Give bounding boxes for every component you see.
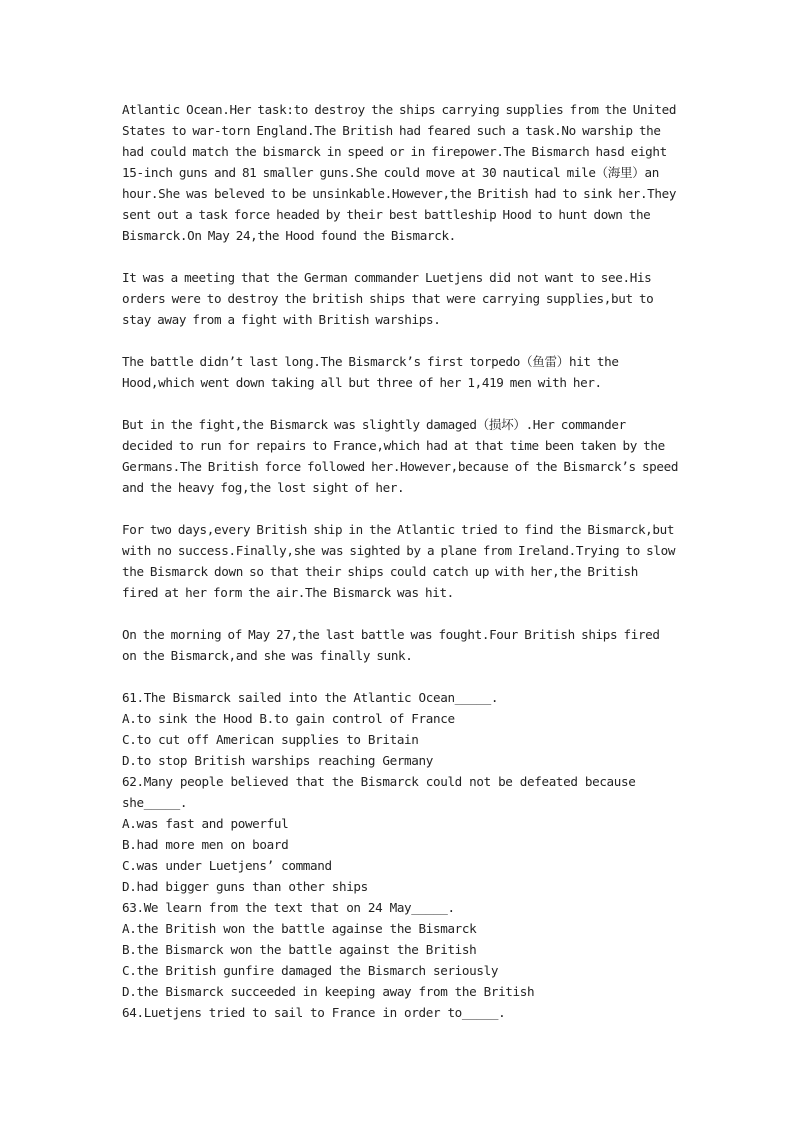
passage-line: sent out a task force headed by their best battleship Hood to hunt down the [122,207,651,222]
question-stem: 64.Luetjens tried to sail to France in order to_____. [122,1005,506,1020]
passage-paragraph [122,351,682,393]
passage-line: Hood,which went down taking all but three of her 1,419 men with her. [122,375,602,390]
passage-line: fired at her form the air.The Bismarck was hit. [122,585,454,600]
question-option: B.the Bismarck won the battle against the British [122,942,477,957]
passage-line: The battle didn’t last long.The Bismarck’s first torpedo（鱼雷）hit the [122,354,619,369]
passage-line: But in the fight,the Bismarck was slightly damaged（损坏）.Her commander [122,417,626,432]
question-stem: 61.The Bismarck sailed into the Atlantic Ocean_____. [122,690,499,705]
passage-paragraph [122,99,682,246]
passage-line: For two days,every British ship in the Atlantic tried to find the Bismarck,but [122,522,675,537]
question-option: A.was fast and powerful [122,816,289,831]
passage-line: 15-inch guns and 81 smaller guns.She could move at 30 nautical mile（海里）an [122,165,659,180]
passage-line: Atlantic Ocean.Her task:to destroy the ships carrying supplies from the United [122,102,677,117]
passage-line: and the heavy fog,the lost sight of her. [122,480,405,495]
question-stem: 63.We learn from the text that on 24 May_____. [122,900,455,915]
question-list [122,687,682,1023]
question-stem: 62.Many people believed that the Bismarck could not be defeated because [122,774,636,789]
passage-paragraph [122,519,682,603]
passage-line: On the morning of May 27,the last battle was fought.Four British ships fired [122,627,660,642]
passage-line: on the Bismarck,and she was finally sunk. [122,648,413,663]
document-page [122,99,682,1023]
question-option: D.to stop British warships reaching Germany [122,753,433,768]
question-option: C.to cut off American supplies to Britain [122,732,419,747]
passage-line: orders were to destroy the british ships that were carrying supplies,but to [122,291,654,306]
question-option: C.was under Luetjens’ command [122,858,332,873]
passage-line: hour.She was beleved to be unsinkable.However,the British had to sink her.They [122,186,677,201]
reading-passage [122,99,682,666]
passage-line: Bismarck.On May 24,the Hood found the Bismarck. [122,228,456,243]
question-option: she_____. [122,795,188,810]
question-option: A.to sink the Hood B.to gain control of France [122,711,455,726]
passage-line: with no success.Finally,she was sighted by a plane from Ireland.Trying to slow [122,543,676,558]
passage-paragraph [122,624,682,666]
passage-paragraph [122,267,682,330]
passage-paragraph [122,414,682,498]
passage-line: Germans.The British force followed her.However,because of the Bismarck’s speed [122,459,679,474]
question-option: D.had bigger guns than other ships [122,879,368,894]
passage-line: decided to run for repairs to France,which had at that time been taken by the [122,438,665,453]
question-option: C.the British gunfire damaged the Bismarch seriously [122,963,499,978]
passage-line: stay away from a fight with British warships. [122,312,441,327]
passage-line: It was a meeting that the German commander Luetjens did not want to see.His [122,270,652,285]
passage-line: the Bismarck down so that their ships could catch up with her,the British [122,564,638,579]
passage-line: had could match the bismarck in speed or in firepower.The Bismarch hasd eight [122,144,667,159]
question-option: D.the Bismarck succeeded in keeping away from the British [122,984,535,999]
passage-line: States to war-torn England.The British had feared such a task.No warship the [122,123,661,138]
question-option: A.the British won the battle againse the Bismarck [122,921,477,936]
question-option: B.had more men on board [122,837,289,852]
